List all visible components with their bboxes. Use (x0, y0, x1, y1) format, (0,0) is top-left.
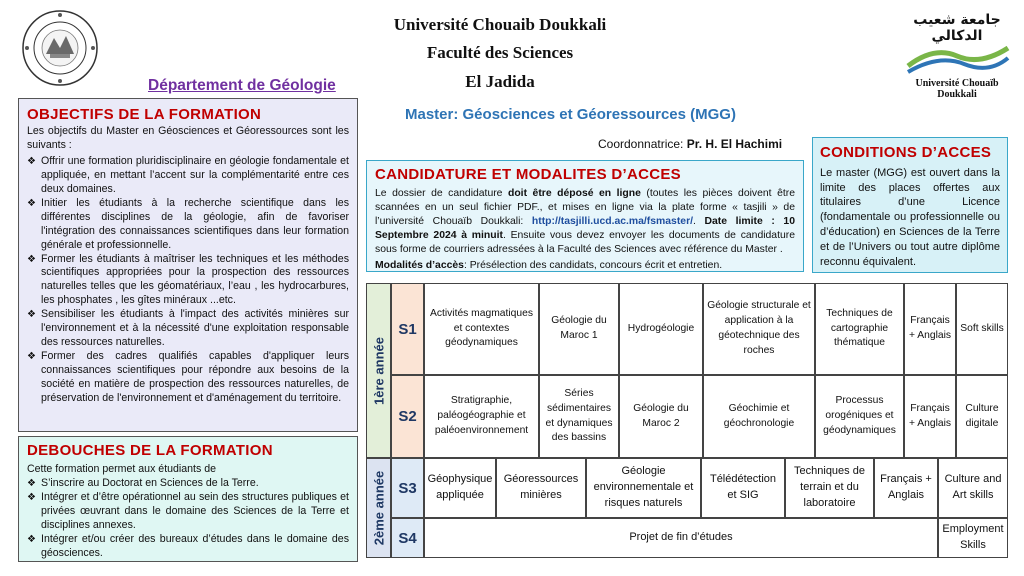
module-cell: Géologie du Maroc 1 (539, 283, 619, 375)
list-item: ❖ Former des cadres qualifiés capables d'appliquer leurs connaissances scientifiques pour répondre aux besoins de la société en matière de prospection des ressources naturelles, de préservation de l'environnement et d'aménagement du territoire. (27, 350, 349, 405)
diamond-bullet-icon: ❖ (27, 309, 36, 321)
module-cell: Processus orogéniques et géodynamiques (815, 375, 904, 458)
year-2-label: 2ème année (366, 458, 391, 558)
faculty-logo (20, 8, 100, 88)
module-cell: Techniques de cartographie thématique (815, 283, 904, 375)
diamond-bullet-icon: ❖ (27, 491, 36, 503)
module-cell: Géologie du Maroc 2 (619, 375, 703, 458)
debouches-intro: Cette formation permet aux étudiants de (27, 462, 217, 475)
coordinator-label: Coordonnatrice: (598, 137, 684, 151)
diamond-bullet-icon: ❖ (27, 197, 36, 209)
module-cell: Français + Anglais (904, 283, 956, 375)
tasjili-link[interactable]: http://tasjilli.ucd.ac.ma/fsmaster/ (531, 215, 694, 227)
module-cell: Techniques de terrain et du laboratoire (785, 458, 874, 518)
module-cell: Culture and Art skills (938, 458, 1008, 518)
master-title: Master: Géosciences et Géoressources (MGG) (405, 106, 736, 123)
module-cell: Géochimie et géochronologie (703, 375, 815, 458)
module-cell: Géoressources minières (496, 458, 586, 518)
candidature-title: CANDIDATURE ET MODALITES D’ACCES (375, 166, 681, 183)
diamond-bullet-icon: ❖ (27, 351, 36, 363)
module-cell: Séries sédimentaires et dynamiques des bassins (539, 375, 619, 458)
year-1-label: 1ère année (366, 283, 391, 458)
diamond-bullet-icon: ❖ (27, 477, 36, 489)
debouches-list (27, 477, 349, 561)
candidature-text: Le dossier de candidature doit être déposé en ligne (toutes les pièces doivent être scannées en un seul fichier PDF., et mises en ligne via la plate forme « tasjili » de l’université Chouaïb Doukkali: http://tasjilli.ucd.ac.ma/fsmaster/. Date limite : 10 Septembre 2024 à minuit. Ensuite vous devez envoyer les documents de candidature sous forme de courriers adressées à la Faculté des Sciences avec référence du Master . (375, 187, 795, 255)
module-cell: Géologie environnementale et risques naturels (586, 458, 701, 518)
list-item: ❖ Intégrer et d’être opérationnel au sein des structures publiques et privées œuvrant dans le domaine des Sciences de la Terre et disciplines annexes. (27, 490, 349, 531)
city-name: El Jadida (465, 72, 535, 91)
module-cell: Projet de fin d’études (424, 518, 938, 558)
semester-s1: S1 (391, 283, 424, 375)
faculty-name: Faculté des Sciences (426, 43, 574, 62)
module-cell: Stratigraphie, paléogéographie et paléoenvironnement (424, 375, 539, 458)
modalites-label: Modalités d’accès (375, 260, 464, 272)
university-arabic-name: جامعة شعيب الدكالي (913, 12, 1001, 44)
module-cell: Culture digitale (956, 375, 1008, 458)
conditions-text: Le master (MGG) est ouvert dans la limite des places offertes aux titulaires d’une Licence (fondamentale ou professionnelle ou d’éducation) en Sciences de la Terre et de l’Univers ou tout autre diplôme reconnu équivalent. (820, 166, 1000, 268)
module-cell: Hydrogéologie (619, 283, 703, 375)
list-item: ❖ Intégrer et/ou créer des bureaux d’études dans le domaine des géosciences. (27, 532, 349, 559)
module-cell: Télédétection et SIG (701, 458, 785, 518)
objectifs-intro: Les objectifs du Master en Géosciences et Géoressources sont les suivants : (27, 124, 349, 151)
diamond-bullet-icon: ❖ (27, 155, 36, 167)
university-latin-name: Université Chouaïb Doukkali (915, 78, 999, 100)
list-item: ❖ S’inscrire au Doctorat en Sciences de la Terre. (27, 476, 259, 489)
list-item: ❖ Offrir une formation pluridisciplinaire en géologie fondamentale et appliquée, en mettant l’accent sur la complémentarité entre ces deux domaines. (27, 154, 349, 195)
module-cell: Géologie structurale et application à la géotechnique des roches (703, 283, 815, 375)
semester-s3: S3 (391, 458, 424, 518)
module-cell: Soft skills (956, 283, 1008, 375)
department-title: Département de Géologie (148, 77, 336, 94)
module-cell: Français + Anglais (874, 458, 938, 518)
list-item: ❖ Sensibiliser les étudiants à l'impact des activités minières sur l'environnement et à la nécessité d'une exploitation responsable des ressources naturelles. (27, 308, 349, 349)
module-cell: Géophysique appliquée (424, 458, 496, 518)
conditions-title: CONDITIONS D’ACCES (820, 144, 992, 161)
semester-s2: S2 (391, 375, 424, 458)
objectifs-title: OBJECTIFS DE LA FORMATION (27, 106, 262, 123)
debouches-panel (18, 436, 358, 562)
university-logo (898, 8, 1016, 100)
coordinator (598, 137, 782, 151)
list-item: ❖ Former les étudiants à maîtriser les techniques et les méthodes scientifiques appropriées pour la prospection des ressources naturelles telles que les géomatériaux, l’eau , les hydrocarbures, les phosphates , les gîtes minéraux ...etc. (27, 252, 349, 307)
modalites-line: Modalités d’accès: Présélection des candidats, concours écrit et entretien. (375, 260, 723, 272)
deadline: Date limite : 10 Septembre 2024 à minuit (375, 215, 795, 241)
debouches-title: DEBOUCHES DE LA FORMATION (27, 442, 273, 459)
objectifs-panel (18, 98, 358, 432)
semester-s4: S4 (391, 518, 424, 558)
university-name: Université Chouaib Doukkali (393, 15, 607, 34)
conditions-panel (812, 137, 1008, 273)
module-cell: Activités magmatiques et contextes géodynamiques (424, 283, 539, 375)
diamond-bullet-icon: ❖ (27, 253, 36, 265)
module-cell: Français + Anglais (904, 375, 956, 458)
list-item: ❖ Initier les étudiants à la recherche scientifique dans les différentes disciplines de la géologie, afin de favoriser l'intégration des connaissances scientifiques dans leur formation générale et professionnelle. (27, 196, 349, 251)
coordinator-name: Pr. H. El Hachimi (686, 137, 783, 151)
candidature-panel (366, 160, 804, 272)
module-cell: Employment Skills (938, 518, 1008, 558)
diamond-bullet-icon: ❖ (27, 533, 36, 545)
objectifs-list (27, 155, 349, 406)
